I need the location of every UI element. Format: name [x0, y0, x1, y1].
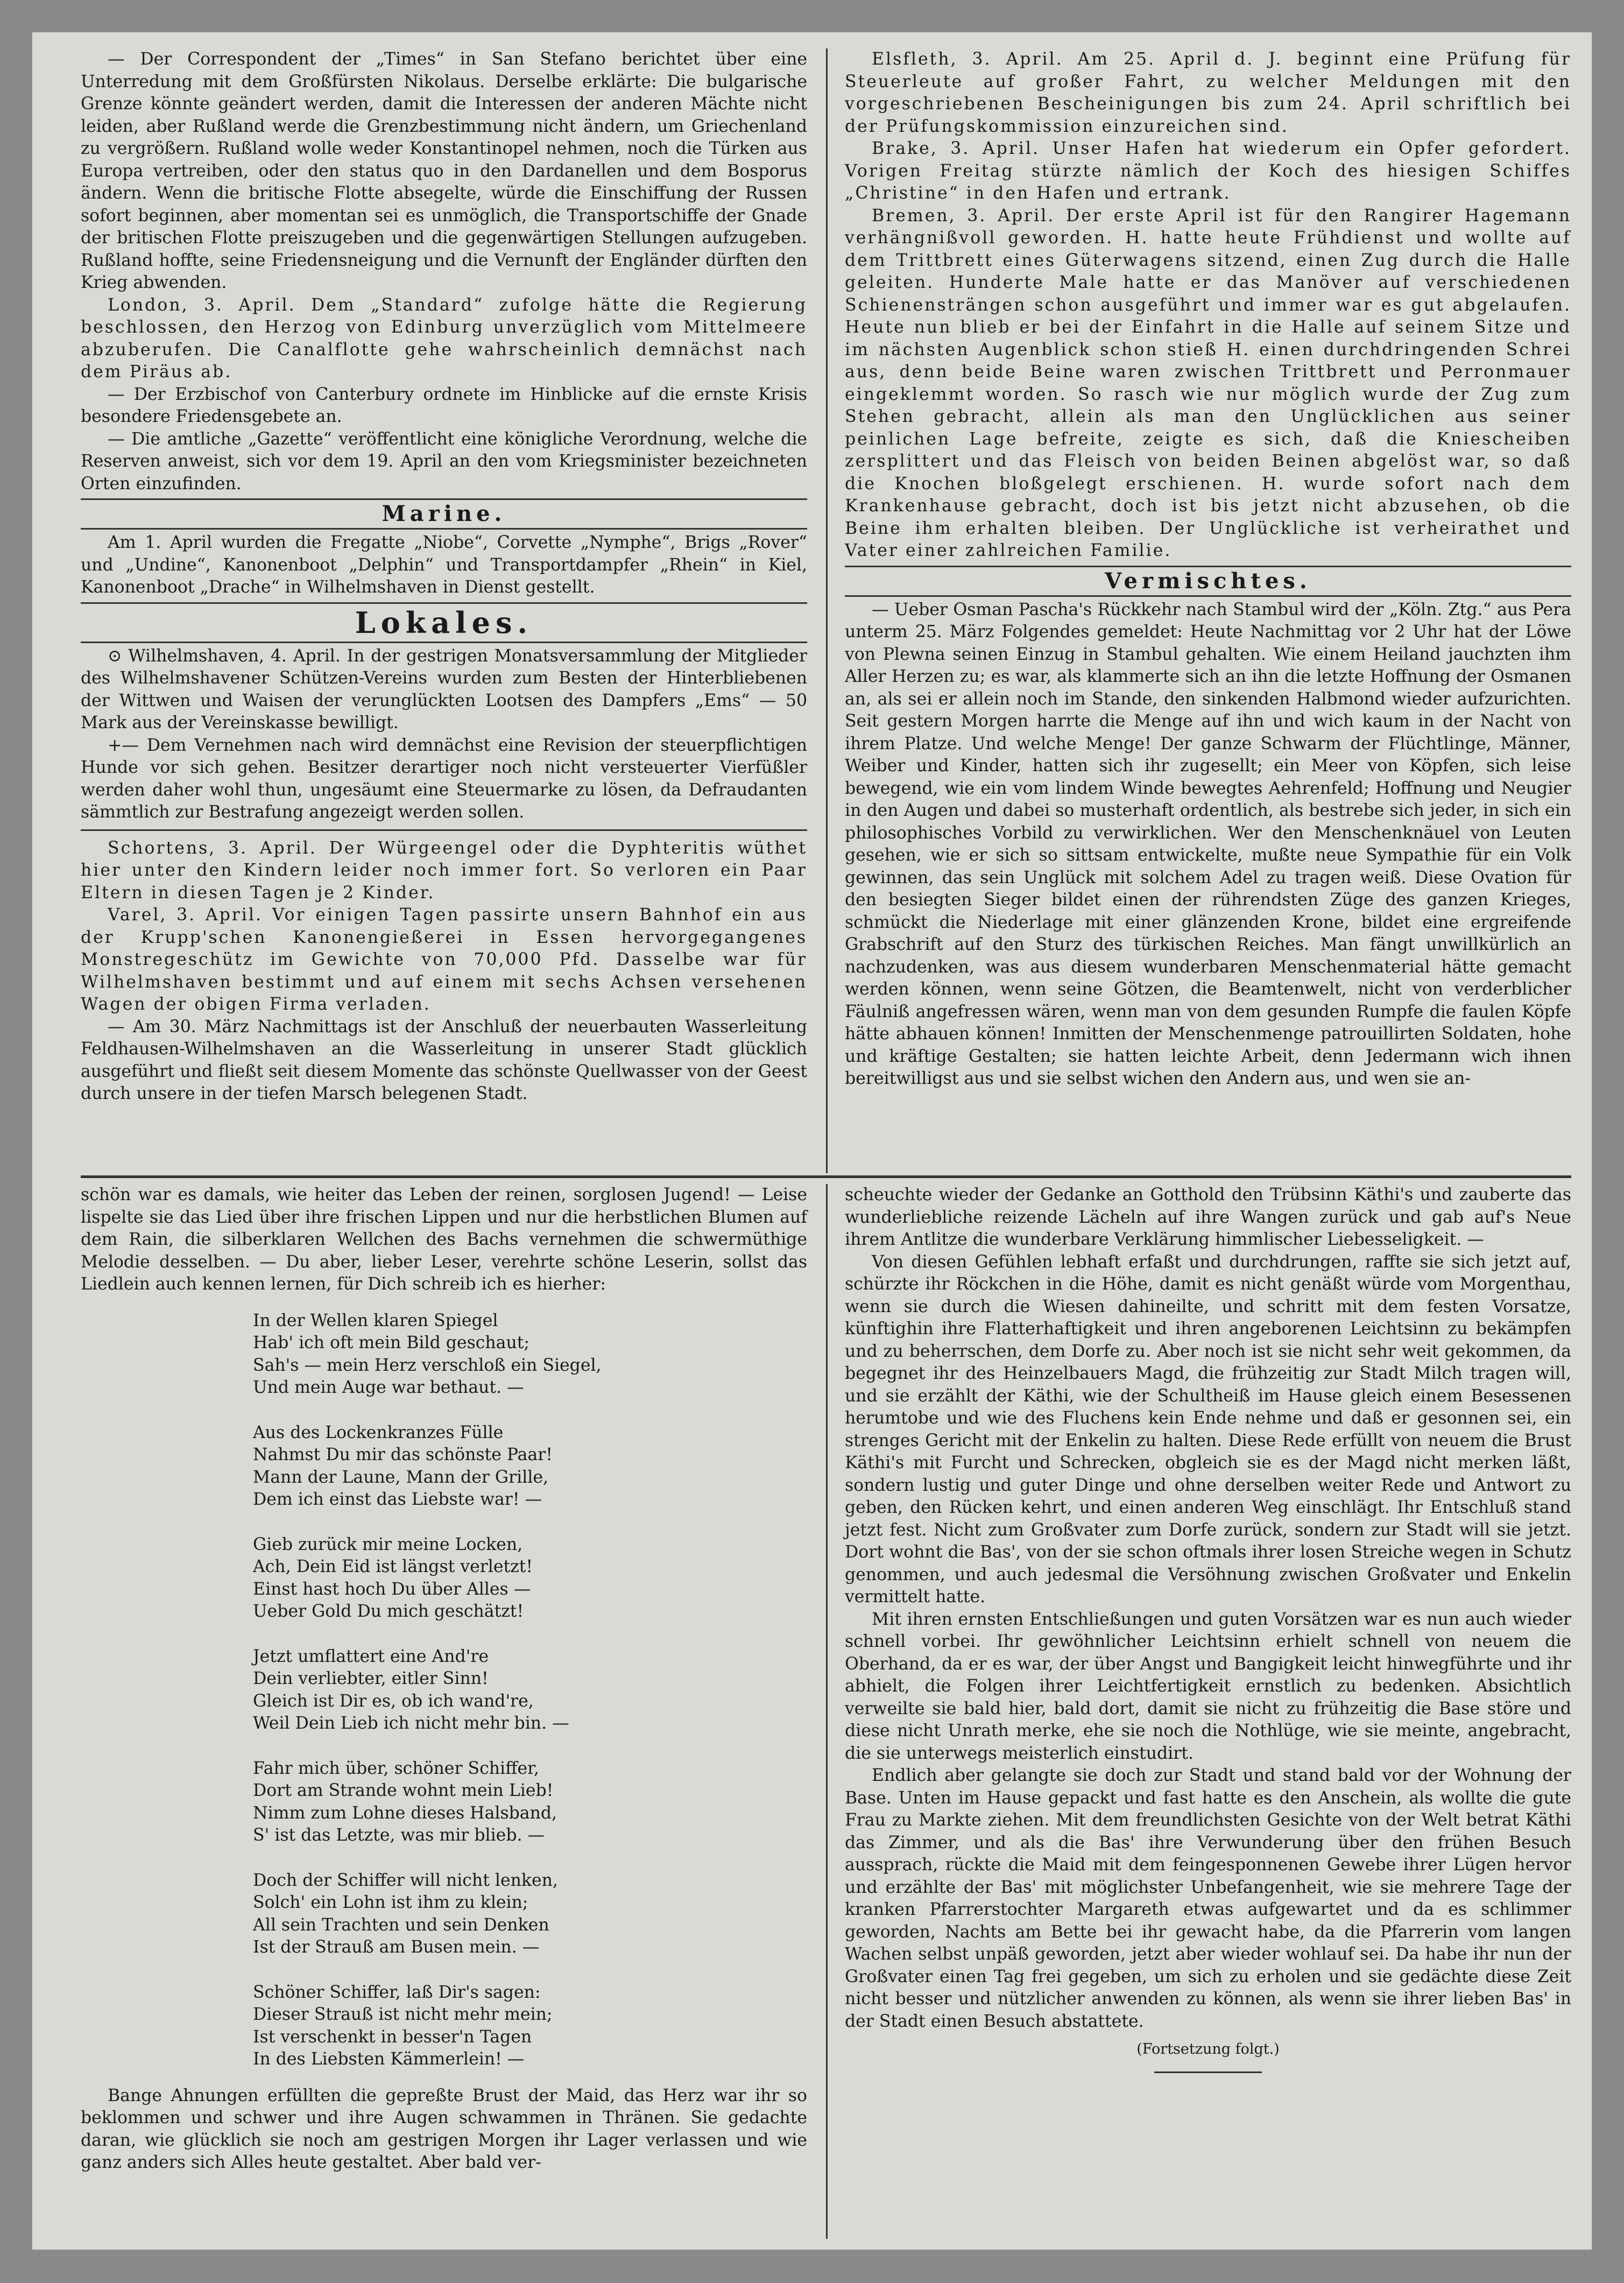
poem — [253, 1310, 807, 2071]
article-times-correspondent: — Der Correspondent der „Times“ in San Stefano berichtet über eine Unterredung mit dem Großfürsten Nikolaus. Derselbe erklärte: Die bulgarische Grenze könnte geändert werden, damit die Interessen der anderen Mächte nicht leiden, aber Rußland werde die Grenzbestimmung nicht ändern, um Griechenland zu vergrößern. Rußland wolle weder Konstantinopel nehmen, noch die Türken aus Europa vertreiben, oder den status quo in den Dardanellen und dem Bosporus ändern. Wenn die britische Flotte absegelte, würde die Einschiffung der Russen sofort beginnen, aber momentan sei es unmöglich, die Transportschiffe der Gnade der britischen Flotte preiszugeben und die gegenwärtigen Stellungen aufzugeben. Rußland hoffte, seine Friedensneigung und die Vernunft der Engländer dürften den Krieg abwenden. — [81, 50, 807, 292]
story-paragraph: Endlich aber gelangte sie doch zur Stadt und stand bald vor der Wohnung der Base. Unten im Hause gepackt und fast hatte es den Anschein, als wollte die gute Frau zu Markte ziehen. Mit dem freundlichsten Gesichte von der Welt betrat Käthi das Zimmer, und als die Bas' ihre Verwunderung über den frühen Besuch aussprach, rückte die Maid mit dem feingesponnenen Gewebe ihrer Lügen hervor und erzählte der Bas' mit möglichster Unbefangenheit, wie sie mehrere Tage der kranken Pfarrerstochter Margareth etwas aufgewartet und da es schlimmer geworden, Nachts am Bette bei ihr gewacht habe, da die Pfarrerin vom langen Wachen selbst unpäß geworden, jetzt aber wieder wohlauf sei. Da habe ihr nun der Großvater einen Tag frei gegeben, um sich zu erholen und sie gedächte diese Zeit nicht besser und nützlicher anwenden zu können, als wenn sie ihrer lieben Bas' in der Stadt einen Besuch abstattete. — [845, 1766, 1571, 2031]
continuation-note: (Fortsetzung folgt.) — [1136, 2041, 1280, 2057]
newspaper-page — [81, 48, 1571, 2244]
poem-line: Ueber Gold Du mich geschätzt! — [253, 1602, 524, 1621]
poem-line: Dein verliebter, eitler Sinn! — [253, 1669, 489, 1688]
article-schortens: Schortens, 3. April. Der Würgeengel oder die Dyphteritis wüthet hier unter den Kindern leider noch immer fort. So verloren ein Paar Eltern in diesen Tagen je 2 Kinder. — [81, 838, 807, 903]
poem-stanza — [253, 1870, 807, 1959]
poem-line: Gieb zurück mir meine Locken, — [253, 1534, 523, 1554]
poem-line: Aus des Lockenkranzes Fülle — [253, 1422, 504, 1442]
poem-stanza — [253, 1758, 807, 1847]
article-osman-pascha: — Ueber Osman Pascha's Rückkehr nach Stambul wird der „Köln. Ztg.“ aus Pera unterm 25. März Folgendes gemeldet: Heute Nachmittag vor 2 Uhr hat der Löwe von Plewna seinen Einzug in Stambul gehalten. Wie einem Heiland jauchzten ihm Aller Herzen zu; es war, als klammerte sich an ihn die letzte Hoffnung der Osmanen an, als sei er allein noch im Stande, den sinkenden Halbmond wieder aufzurichten. Seit gestern Morgen harrte die Menge auf ihn und wich kaum in der Nacht von ihrem Platze. Und welche Menge! Der ganze Schwarm der Flüchtlinge, Männer, Weiber und Kinder, hatten sich ihr zugesellt; ein Meer von Köpfen, sich leise bewegend, wie ein vom lindem Winde bewegtes Aehrenfeld; Hoffnung und Neugier in den Augen und dabei so musterhaft ordentlich, als bestrebe sich jeder, in sich ein philosophisches Vorbild zu verwirklichen. Wer den Menschenknäuel von Leuten gesehen, wie er sich so sittsam entwickelte, mußte neue Sympathie für ein Volk gewinnen, das sein Unglück mit solchem Adel zu tragen weiß. Diese Ovation für den besiegten Sieger bildet einen der rührendsten Züge des ganzen Krieges, schmückt die Niederlage mit einer glänzenden Krone, bildet eine ergreifende Grabschrift auf den Sturz des türkischen Reiches. Man fängt unwillkürlich an nachzudenken, was aus diesem wunderbaren Menschenmaterial hätte gemacht werden können, wenn seine Götzen, die Beamtenwelt, nicht von verderblicher Fäulniß angefressen wären, wenn man von dem gesunden Rumpfe die faulen Köpfe hätte abhauen können! Inmitten der Menschenmenge patrouillirten Soldaten, hohe und kräftige Gestalten; sie hatten leichte Arbeit, denn Jedermann wich ihnen bereitwilligst aus und sie selbst wichen den Andern aus, und wen sie an- — [845, 600, 1571, 1088]
poem-line: Solch' ein Lohn ist ihm zu klein; — [253, 1893, 528, 1912]
article-canterbury: — Der Erzbischof von Canterbury ordnete im Hinblicke auf die ernste Krisis besondere Friedensgebete an. — [81, 384, 807, 426]
poem-stanza — [253, 1982, 807, 2071]
poem-line: Hab' ich oft mein Bild geschaut; — [253, 1333, 529, 1352]
poem-line: In des Liebsten Kämmerlein! — — [253, 2049, 525, 2069]
column-rule — [826, 48, 828, 1173]
poem-line: S' ist das Letzte, was mir blieb. — — [253, 1826, 545, 1845]
poem-stanza — [253, 1646, 807, 1735]
news-section — [81, 48, 1571, 1173]
section-heading-vermischtes: Vermischtes. — [845, 566, 1571, 597]
poem-line: Sah's — mein Herz verschloß ein Siegel, — [253, 1355, 602, 1375]
story-intro: schön war es damals, wie heiter das Leben der reinen, sorglosen Jugend! — Leise lispelte sie das Lied über ihre frischen Lippen und nur die herbstlichen Blumen auf dem Rain, die silberklaren Wellchen des Bachs vernehmen die schwermüthige Melodie desselben. — Du aber, lieber Leser, verehrte schöne Leserin, sollst das Liedlein auch kennen lernen, für Dich schreib ich es hierher: — [81, 1185, 807, 1294]
section-heading-lokales: Lokales. — [81, 602, 807, 643]
article-brake: Brake, 3. April. Unser Hafen hat wiederum ein Opfer gefordert. Vorigen Freitag stürzte nämlich der Koch des hiesigen Schiffes „Christine“ in den Hafen und ertrank. — [845, 139, 1571, 203]
story-paragraph: Bange Ahnungen erfüllten die gepreßte Brust der Maid, das Herz war ihr so beklommen und schwer und ihre Augen schwammen in Thränen. Sie gedachte daran, wie glücklich sie noch am gestrigen Morgen ihr Lager verlassen und wie ganz anders sich Alles heute gestaltet. Aber bald ver- — [81, 2085, 807, 2172]
poem-line: All sein Trachten und sein Denken — [253, 1915, 549, 1935]
poem-line: Ist der Strauß am Busen mein. — — [253, 1937, 540, 1957]
poem-line: Schöner Schiffer, laß Dir's sagen: — [253, 1982, 541, 2002]
poem-line: Und mein Auge war bethaut. — — [253, 1378, 524, 1397]
feuilleton-divider — [81, 1175, 1571, 1178]
article-varel: Varel, 3. April. Vor einigen Tagen passirte unsern Bahnhof ein aus der Krupp'schen Kanonengießerei in Essen hervorgegangenes Monstregeschütz im Gewichte von 70,000 Pfd. Dasselbe war für Wilhelmshaven bestimmt und auf einem mit sechs Achsen versehenen Wagen der obigen Firma verladen. — [81, 905, 807, 1014]
poem-stanza — [253, 1422, 807, 1511]
poem-line: Dieser Strauß ist nicht mehr mein; — [253, 2005, 553, 2024]
section-divider — [81, 829, 807, 831]
poem-line: Dem ich einst das Liebste war! — — [253, 1490, 542, 1509]
article-hundesteuer: +— Dem Vernehmen nach wird demnächst eine Revision der steuerpflichtigen Hunde vor sich gehen. Besitzer derartiger noch nicht versteuerter Vierfüßler werden daher wohl thun, ungesäumt eine Steuermarke zu lösen, da Defraudanten sämmtlich zur Bestrafung angezeigt werden sollen. — [81, 735, 807, 822]
story-column-right — [845, 1184, 1571, 2073]
section-heading-marine: Marine. — [81, 498, 807, 530]
article-london: London, 3. April. Dem „Standard“ zufolge hätte die Regierung beschlossen, den Herzog von Edinburg unverzüglich vom Mittelmeere abzuberufen. Die Canalflotte gehe wahrscheinlich demnächst nach dem Piräus ab. — [81, 295, 807, 382]
article-gazette: — Die amtliche „Gazette“ veröffentlicht eine königliche Verordnung, welche die Reserven anweist, sich vor dem 19. April an den vom Kriegsminister bezeichneten Orten einzufinden. — [81, 429, 807, 494]
article-wilhelmshaven: ⊙ Wilhelmshaven, 4. April. In der gestrigen Monatsversammlung der Mitglieder des Wilhelmshavener Schützen-Vereins wurden zum Besten der Hinterbliebenen der Wittwen und Waisen der verunglückten Lootsen des Dampfers „Ems“ — 50 Mark aus der Vereinskasse bewilligt. — [81, 646, 807, 732]
story-paragraph: Mit ihren ernsten Entschließungen und guten Vorsätzen war es nun auch wieder schnell vorbei. Ihr gewöhnlicher Leichtsinn erhielt schnell von neuem die Oberhand, da er es war, der über Angst und Bangigkeit leicht hinwegführte und ihr abhielt, die Folgen ihrer Leichtfertigkeit ernstlich zu bedenken. Absichtlich verweilte sie bald hier, bald dort, damit sie nicht zu frühzeitig die Base störe und diese nicht Unrath merke, ehe sie noch die Nothlüge, wie sie meinte, angebracht, die sie unterwegs meisterlich einstudirt. — [845, 1609, 1571, 1763]
poem-line: Nimm zum Lohne dieses Halsband, — [253, 1803, 557, 1823]
poem-line: Nahmst Du mir das schönste Paar! — [253, 1445, 553, 1464]
poem-stanza — [253, 1534, 807, 1623]
story-column-left — [81, 1184, 807, 2174]
story-paragraph: Von diesen Gefühlen lebhaft erfaßt und durchdrungen, raffte sie sich jetzt auf, schürzte ihr Röckchen in die Höhe, damit es nicht genäßt würde vom Morgenthau, wenn sie durch die Wiesen dahineilte, und schritt mit dem festen Vorsatze, künftighin ihre Flatterhaftigkeit und ihren angeborenen Leichtsinn zu bekämpfen und zu beherrschen, dem Dorfe zu. Aber noch ist sie nicht sehr weit gekommen, da begegnet ihr des Heinzelbauers Magd, die frühzeitig zur Stadt Milch tragen will, und sie erzählt der Käthi, wie der Schultheiß im Hause gleich einem Besessenen herumtobe und wie des Fluchens kein Ende nehme und daß er gesonnen sei, ein strenges Gericht mit der Enkelin zu halten. Diese Rede erfüllt von neuem die Brust Käthi's mit Furcht und Schrecken, obgleich sie es der Magd nicht merken läßt, sondern lustig und guter Dinge und ohne derselben weiter Rede und Antwort zu geben, den Rücken kehrt, und einen anderen Weg einschlägt. Ihr Entschluß stand jetzt fest. Nicht zum Großvater zum Dorfe zurück, sondern zur Stadt will sie jetzt. Dort wohnt die Bas', von der sie schon oftmals ihrer losen Streiche wegen in Schutz genommen, und auch jedesmal die Versöhnung zwischen Großvater und Enkelin vermittelt hatte. — [845, 1252, 1571, 1606]
poem-line: Ist verschenkt in besser'n Tagen — [253, 2027, 532, 2047]
news-column-right — [845, 48, 1571, 1090]
poem-line: Gleich ist Dir es, ob ich wand're, — [253, 1691, 534, 1711]
poem-line: Ach, Dein Eid ist längst verletzt! — [253, 1557, 533, 1576]
article-elsfleth: Elsfleth, 3. April. Am 25. April d. J. beginnt eine Prüfung für Steuerleute auf großer Fahrt, zu welcher Meldungen mit den vorgeschriebenen Bescheinigungen bis zum 24. April schriftlich bei der Prüfungskommission einzureichen sind. — [845, 50, 1571, 136]
article-wasserleitung: — Am 30. März Nachmittags ist der Anschluß der neuerbauten Wasserleitung Feldhausen-Wilhelmshaven an die Wasserleitung in unserer Stadt glücklich ausgeführt und fließt seit diesem Momente das schönste Quellwasser von der Geest durch unsere in der tiefen Marsch belegenen Stadt. — [81, 1017, 807, 1103]
poem-line: Fahr mich über, schöner Schiffer, — [253, 1758, 539, 1778]
article-bremen: Bremen, 3. April. Der erste April ist für den Rangirer Hagemann verhängnißvoll geworden. H. hatte heute Frühdienst und wollte auf dem Trittbrett eines Güterwagens sitzend, einen Zug durch die Halle geleiten. Hunderte Male hatte er das Manöver auf verschiedenen Schienensträngen schon ausgeführt und immer war es gut abgelaufen. Heute nun blieb er bei der Einfahrt in die Halle auf seinem Sitze und im nächsten Augenblick schon stieß H. einen durchdringenden Schrei aus, denn beide Beine waren zwischen Trittbrett und Perronmauer eingeklemmt worden. So rasch wie nur möglich wurde der Zug zum Stehen gebracht, allein als man den Unglücklichen aus seiner peinlichen Lage befreite, zeigte es sich, daß die Kniescheiben zersplittert und das Fleisch von beiden Beinen abgelöst war, so daß die Knochen bloßgelegt erschienen. H. wurde sofort nach dem Krankenhause gebracht, doch ist bis jetzt nicht abzusehen, ob die Beine ihm erhalten bleiben. Der Unglückliche ist verheirathet und Vater einer zahlreichen Familie. — [845, 206, 1571, 560]
poem-line: Jetzt umflattert eine And're — [253, 1646, 489, 1666]
poem-line: Mann der Laune, Mann der Grille, — [253, 1467, 549, 1487]
poem-line: In der Wellen klaren Spiegel — [253, 1310, 498, 1330]
column-rule — [826, 1184, 828, 2239]
poem-line: Weil Dein Lieb ich nicht mehr bin. — — [253, 1714, 569, 1733]
news-column-left — [81, 48, 807, 1105]
poem-line: Einst hast hoch Du über Alles — — [253, 1579, 531, 1599]
poem-stanza — [253, 1310, 807, 1399]
newspaper-sheet — [32, 32, 1592, 2250]
article-marine: Am 1. April wurden die Fregatte „Niobe“, Corvette „Nymphe“, Brigs „Rover“ und „Undine“, Kanonenboot „Delphin“ und Transportdampfer „Rhein“ in Kiel, Kanonenboot „Drache“ in Wilhelmshaven in Dienst gestellt. — [81, 533, 807, 597]
poem-line: Doch der Schiffer will nicht lenken, — [253, 1870, 558, 1890]
end-rule — [1154, 2071, 1262, 2073]
story-paragraph: scheuchte wieder der Gedanke an Gotthold den Trübsinn Käthi's und zauberte das wunderliebliche reizende Lächeln auf ihre Wangen zurück und gab auf's Neue ihrem Antlitze die wunderbare Verklärung himmlischer Liebesseligkeit. — — [845, 1185, 1571, 1249]
poem-line: Dort am Strande wohnt mein Lieb! — [253, 1781, 554, 1800]
feuilleton-section — [81, 1184, 1571, 2239]
